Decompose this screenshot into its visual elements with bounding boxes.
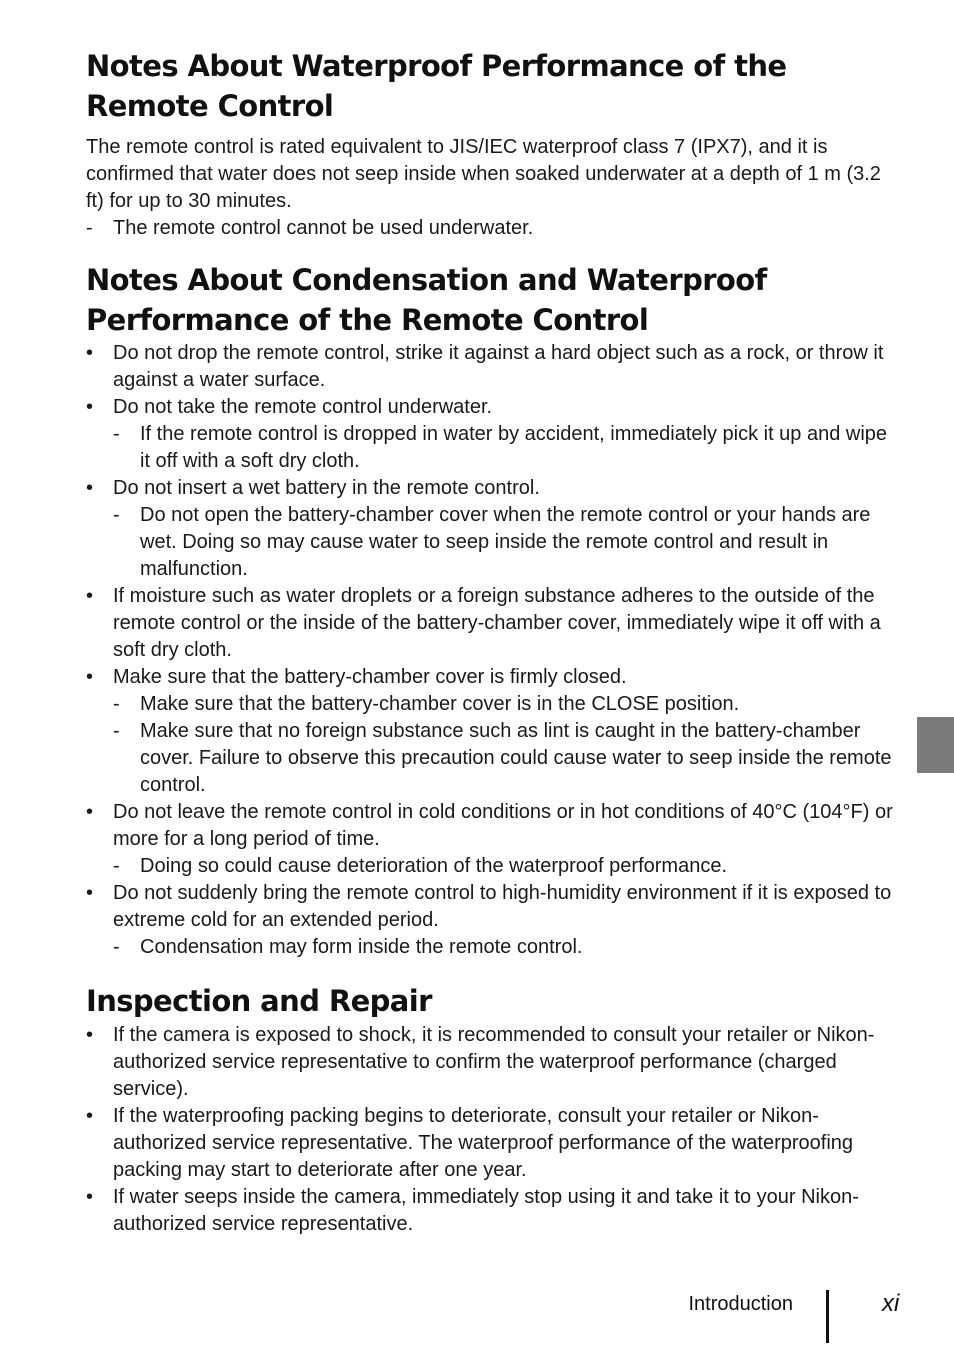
bullet-item: • Do not drop the remote control, strike it against a hard object such as a rock, or throw it against a water surface.: [86, 340, 902, 394]
bullet-item: • If water seeps inside the camera, immediately stop using it and take it to your Nikon-authorized service representative.: [86, 1184, 902, 1238]
bullet-item: • Make sure that the battery-chamber cover is firmly closed. - Make sure that the battery-chamber cover is in the CLOSE position. - Make sure that no foreign substance such as lint is caught in the battery-chamber cover. Failure to observe this precaution could cause water to seep inside the remote control.: [86, 664, 902, 799]
bullet-item: • If the waterproofing packing begins to deteriorate, consult your retailer or Nikon-authorized service representative. The waterproof performance of the waterproofing packing may start to deteriorate after one year.: [86, 1103, 902, 1184]
sub-item: - Condensation may form inside the remote control.: [113, 934, 902, 961]
dash-marker: -: [86, 217, 93, 239]
dash-marker: -: [113, 504, 120, 526]
sub-item: - Do not open the battery-chamber cover when the remote control or your hands are wet. Doing so may cause water to seep inside the remote control and result in malfunction.: [113, 504, 871, 580]
section-inspection-repair: [86, 981, 902, 1238]
bullet-list: [86, 340, 902, 961]
sub-list: [113, 853, 902, 880]
footer-section-label: Introduction: [688, 1293, 793, 1315]
bullet-item: • If the camera is exposed to shock, it is recommended to consult your retailer or Nikon-authorized service representative to confirm the waterproof performance (charged service).: [86, 1022, 902, 1103]
document-page: [86, 46, 902, 1238]
sub-list: [113, 421, 902, 475]
bullet-item: • Do not take the remote control underwater. - If the remote control is dropped in water by accident, immediately pick it up and wipe it off with a soft dry cloth.: [86, 394, 902, 475]
dash-marker: -: [113, 693, 120, 715]
page-number: xi: [882, 1290, 900, 1317]
section-condensation-remote: [86, 260, 902, 961]
sub-list: [113, 502, 902, 583]
bullet-list: [86, 1022, 902, 1238]
dash-marker: -: [113, 720, 120, 742]
dash-marker: -: [113, 936, 120, 958]
section-intro: The remote control is rated equivalent to JIS/IEC waterproof class 7 (IPX7), and it is confirmed that water does not seep inside when soaked underwater at a depth of 1 m (3.2 ft) for up to 30 minutes.: [86, 136, 881, 212]
sub-item: - If the remote control is dropped in water by accident, immediately pick it up and wipe it off with a soft dry cloth.: [113, 423, 888, 472]
section-waterproof-remote: [86, 46, 902, 242]
bullet-item: • If moisture such as water droplets or a foreign substance adheres to the outside of the remote control or the inside of the battery-chamber cover, immediately wipe it off with a soft dry cloth.: [86, 583, 902, 664]
bullet-item: • Do not suddenly bring the remote control to high-humidity environment if it is exposed to extreme cold for an extended period. - Condensation may form inside the remote control.: [86, 880, 902, 961]
dash-marker: -: [113, 855, 120, 877]
section-title: Inspection and Repair: [86, 984, 432, 1018]
dash-marker: -: [113, 423, 120, 445]
intro-sub-list: [86, 215, 902, 242]
sub-list: [113, 934, 902, 961]
section-title: Notes About Waterproof Performance of the Remote Control: [86, 49, 787, 123]
sub-item: - The remote control cannot be used underwater.: [86, 215, 902, 242]
footer-divider: [826, 1290, 829, 1343]
bullet-item: • Do not leave the remote control in cold conditions or in hot conditions of 40°C (104°F) or more for a long period of time. - Doing so could cause deterioration of the waterproof performance.: [86, 799, 902, 880]
sub-item: - Doing so could cause deterioration of the waterproof performance.: [113, 853, 902, 880]
sub-item: - Make sure that the battery-chamber cover is in the CLOSE position.: [113, 691, 902, 718]
sub-item: - Make sure that no foreign substance such as lint is caught in the battery-chamber cover. Failure to observe this precaution could cause water to seep inside the remote control.: [113, 720, 892, 796]
chapter-side-tab: [917, 717, 954, 773]
bullet-item: • Do not insert a wet battery in the remote control. - Do not open the battery-chamber cover when the remote control or your hands are wet. Doing so may cause water to seep inside the remote control and result in malfunction.: [86, 475, 902, 583]
section-title: Notes About Condensation and Waterproof Performance of the Remote Control: [86, 263, 767, 337]
sub-list: [113, 691, 902, 799]
